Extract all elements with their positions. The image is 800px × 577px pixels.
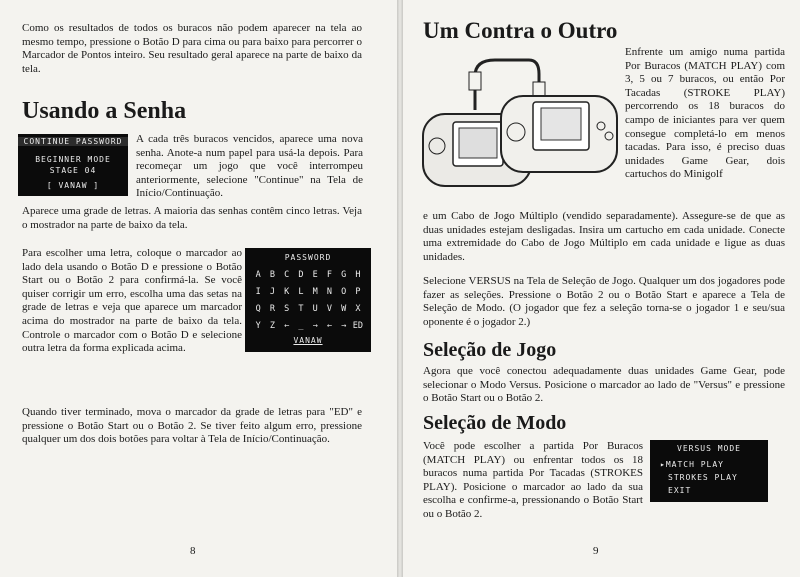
letter-grid <box>251 270 365 331</box>
grid-cell[interactable]: ← <box>326 321 332 331</box>
password-entry-display: VANAW <box>293 336 323 345</box>
password-grid-screen <box>245 248 371 352</box>
grid-cell[interactable]: P <box>355 287 361 297</box>
senha-paragraph-2: Aparece uma grade de letras. A maioria das senhas contêm cinco letras. Veja o mostrador na parte de baixo da tela. <box>22 205 362 231</box>
grid-cell[interactable]: V <box>326 304 332 314</box>
grid-cell[interactable]: O <box>341 287 347 297</box>
grid-cell[interactable]: C <box>284 270 290 280</box>
senha-paragraph-1: A cada três buracos vencidos, aparece uma nova senha. Anote-a num papel para usá-la depois. Para recomeçar um jogo que você interrompeu anteriormente, selecione "Continue" na Tela de Início/Continuação. <box>136 133 363 200</box>
grid-cell[interactable]: S <box>284 304 290 314</box>
grid-cell[interactable]: _ <box>298 321 304 331</box>
grid-cell[interactable]: I <box>255 287 261 297</box>
grid-cell[interactable]: → <box>312 321 318 331</box>
grid-cell[interactable]: M <box>312 287 318 297</box>
heading-selecao-modo: Seleção de Modo <box>423 412 567 434</box>
intro-paragraph: Como os resultados de todos os buracos não podem aparecer na tela ao mesmo tempo, pressione o Botão D para cima ou para baixo para percorrer o Marcador de Pontos inteiro. Seu resultado geral aparece na parte de baixo da tela. <box>22 22 362 75</box>
heading-um-contra-outro: Um Contra o Outro <box>423 18 618 43</box>
grid-cell[interactable]: F <box>326 270 332 280</box>
versus-paragraph: Selecione VERSUS na Tela de Seleção de Jogo. Qualquer um dos jogadores pode fazer as seleções. Pressione o Botão 2 ou o Botão Start e aparece a Tela de Seleção de Modo. (O jogador que fez a seleção torna-se o jogador 1 e seu/sua oponente é o jogador 2.) <box>423 275 785 328</box>
grid-cell[interactable]: ← <box>284 321 290 331</box>
password-title: PASSWORD <box>284 253 332 262</box>
grid-cell[interactable]: K <box>284 287 290 297</box>
continue-password-screen <box>18 134 128 196</box>
page-number-right: 9 <box>593 545 599 557</box>
grid-cell[interactable]: A <box>255 270 261 280</box>
screen-title: CONTINUE PASSWORD <box>18 137 128 146</box>
heading-usando-senha: Usando a Senha <box>22 98 187 124</box>
option-exit[interactable]: EXIT <box>668 486 692 495</box>
grid-cell[interactable]: Q <box>255 304 261 314</box>
grid-cell[interactable]: H <box>355 270 361 280</box>
grid-cell[interactable]: ED <box>352 321 363 331</box>
grid-cell[interactable]: U <box>312 304 318 314</box>
selecao-jogo-paragraph: Agora que você conectou adequadamente duas unidades Game Gear, pode selecionar o Modo Versus. Posicione o marcador ao lado de "Versus" e pressione o Botão Start ou o Botão 2. <box>423 365 785 405</box>
intro-paragraph-top: Enfrente um amigo numa partida Por Buracos (MATCH PLAY) com 3, 5 ou 7 buracos, ou então Por Tacadas (STROKE PLAY) percorrendo os 18 buracos do campo de iniciantes para ver quem consegue completá-lo em menos tacadas. Para isso, é preciso duas unidades Game Gear, dois cartuchos do Minigolf <box>625 46 785 181</box>
letra-paragraph: Para escolher uma letra, coloque o marcador ao lado dela usando o Botão D e pressione o Botão Start ou o Botão 2 para confirmá-la. Se você quiser corrigir um erro, escolha uma das setas na grade de letras e veja que aparece um marcador acima do mostrador na parte de baixo da tela. Controle o marcador com o Botão D e selecione outra letra da forma explicada acima. <box>22 247 242 355</box>
option-strokes-play[interactable]: STROKES PLAY <box>668 473 738 482</box>
left-page <box>0 0 397 577</box>
grid-cell[interactable]: D <box>298 270 304 280</box>
grid-cell[interactable]: Y <box>255 321 261 331</box>
heading-selecao-jogo: Seleção de Jogo <box>423 339 557 361</box>
screen-mode-line: BEGINNER MODE <box>35 155 111 164</box>
screen-stage-line: STAGE 04 <box>49 166 97 175</box>
grid-cell[interactable]: J <box>269 287 275 297</box>
grid-cell[interactable]: E <box>312 270 318 280</box>
grid-cell[interactable]: N <box>326 287 332 297</box>
grid-cell[interactable]: B <box>269 270 275 280</box>
screen-password-line: [ VANAW ] <box>46 181 100 190</box>
page-number-left: 8 <box>190 545 196 557</box>
grid-cell[interactable]: → <box>341 321 347 331</box>
grid-cell[interactable]: Z <box>269 321 275 331</box>
game-gear-right <box>501 96 617 172</box>
game-gear-link-illustration <box>417 44 622 200</box>
versus-mode-screen <box>650 440 768 502</box>
grid-cell[interactable]: T <box>298 304 304 314</box>
grid-cell[interactable]: G <box>341 270 347 280</box>
grid-cell[interactable]: X <box>355 304 361 314</box>
right-page <box>403 0 800 577</box>
grid-cell[interactable]: R <box>269 304 275 314</box>
grid-cell[interactable]: L <box>298 287 304 297</box>
final-paragraph: Quando tiver terminado, mova o marcador da grade de letras para "ED" e pressione o Botão Start ou o Botão 2. Se tiver feito algum erro, pressione qualquer um dos dois botões para voltar à Tela de Início/Continuação. <box>22 406 362 446</box>
versus-mode-title: VERSUS MODE <box>677 444 741 453</box>
option-match-play[interactable]: ▸MATCH PLAY <box>660 460 724 469</box>
intro-paragraph-bottom: e um Cabo de Jogo Múltiplo (vendido separadamente). Assegure-se de que as duas unidades estejam desligadas. Insira um cartucho em cada unidade. Conecte uma extremidade do Cabo de Jogo Múltiplo em cada unidade e ligue as duas unidades. <box>423 210 785 263</box>
selecao-modo-paragraph: Você pode escolher a partida Por Buracos (MATCH PLAY) ou enfrentar todos os 18 buracos numa partida Por Tacadas (STROKES PLAY). Posicione o marcador ao lado da sua escolha e confirme-a, pressionando o Botão Start ou o Botão 2. <box>423 440 643 520</box>
grid-cell[interactable]: W <box>341 304 347 314</box>
